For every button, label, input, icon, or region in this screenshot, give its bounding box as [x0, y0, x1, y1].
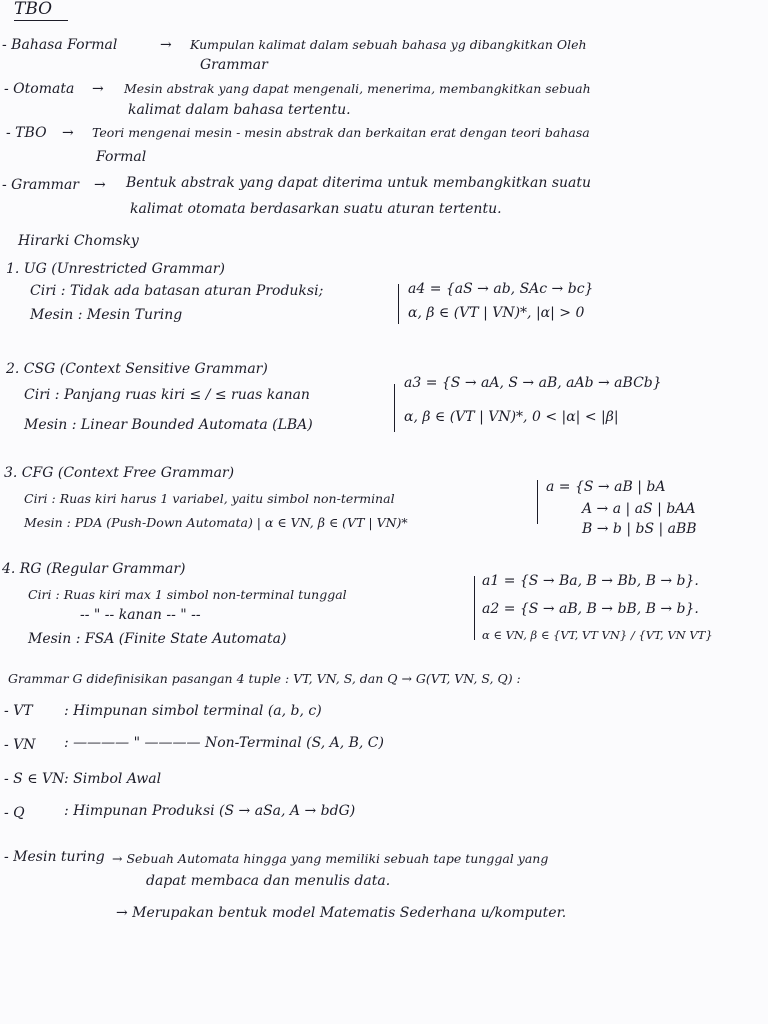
definition-text: Bentuk abstrak yang dapat diterima untuk membangkitkan suatu	[126, 175, 592, 191]
grammar-ciri-continued: -- " -- kanan -- " --	[80, 607, 201, 623]
definition-term: - Otomata	[4, 81, 75, 97]
grammar-example: B → b | bS | aBB	[582, 521, 697, 537]
definition-term: - Bahasa Formal	[2, 37, 118, 53]
definition-text: kalimat otomata berdasarkan suatu aturan tertentu.	[130, 201, 502, 217]
tuple-description: : Simbol Awal	[64, 771, 162, 787]
tuple-definition: Grammar G didefinisikan pasangan 4 tuple : VT, VN, S, dan Q → G(VT, VN, S, Q) :	[8, 671, 521, 686]
page-title: TBO	[14, 0, 53, 19]
divider-bar	[398, 284, 399, 324]
grammar-heading: 3. CFG (Context Free Grammar)	[4, 465, 235, 481]
grammar-mesin: Mesin : Mesin Turing	[30, 307, 183, 323]
tuple-description: : Himpunan simbol terminal (a, b, c)	[64, 703, 322, 719]
grammar-ciri: Ciri : Ruas kiri harus 1 variabel, yaitu simbol non-terminal	[24, 491, 395, 506]
definition-term: - TBO	[6, 125, 47, 141]
mesin-turing-text: → Sebuah Automata hingga yang memiliki sebuah tape tunggal yang	[112, 851, 549, 866]
grammar-heading: 2. CSG (Context Sensitive Grammar)	[6, 361, 268, 377]
grammar-mesin: Mesin : PDA (Push-Down Automata) | α ∈ VN, β ∈ (VT | VN)*	[24, 515, 408, 530]
title-underline	[14, 20, 68, 21]
grammar-mesin: Mesin : Linear Bounded Automata (LBA)	[24, 417, 313, 433]
tuple-symbol: - Q	[4, 805, 25, 821]
definition-text: Grammar	[200, 57, 268, 73]
grammar-example: α ∈ VN, β ∈ {VT, VT VN} / {VT, VN VT}	[482, 628, 713, 642]
mesin-turing-term: - Mesin turing	[4, 849, 105, 865]
tuple-description: : Himpunan Produksi (S → aSa, A → bdG)	[64, 803, 356, 819]
tuple-symbol: - S ∈ VN	[4, 771, 65, 787]
definition-arrow: →	[92, 81, 104, 97]
divider-bar	[537, 480, 538, 524]
hierarchy-title: Hirarki Chomsky	[18, 233, 139, 249]
divider-bar	[474, 576, 475, 640]
definition-text: Mesin abstrak yang dapat mengenali, menerima, membangkitkan sebuah	[124, 81, 591, 96]
grammar-heading: 1. UG (Unrestricted Grammar)	[6, 261, 225, 277]
definition-text: Teori mengenai mesin - mesin abstrak dan berkaitan erat dengan teori bahasa	[92, 125, 590, 140]
grammar-ciri: Ciri : Ruas kiri max 1 simbol non-terminal tunggal	[28, 587, 347, 602]
definition-term: - Grammar	[2, 177, 79, 193]
grammar-ciri: Ciri : Tidak ada batasan aturan Produksi;	[30, 283, 324, 299]
grammar-example: a3 = {S → aA, S → aB, aAb → aBCb}	[404, 375, 662, 391]
grammar-example: a2 = {S → aB, B → bB, B → b}.	[482, 601, 699, 617]
grammar-ciri: Ciri : Panjang ruas kiri ≤ / ≤ ruas kanan	[24, 387, 310, 403]
tuple-symbol: - VN	[4, 737, 36, 753]
grammar-mesin: Mesin : FSA (Finite State Automata)	[28, 631, 287, 647]
definition-arrow: →	[160, 37, 172, 53]
definition-text: Formal	[96, 149, 147, 165]
definition-text: Kumpulan kalimat dalam sebuah bahasa yg dibangkitkan Oleh	[190, 37, 587, 52]
grammar-example: a4 = {aS → ab, SAc → bc}	[408, 281, 594, 297]
grammar-example: α, β ∈ (VT | VN)*, 0 < |α| < |β|	[404, 409, 619, 425]
grammar-example: α, β ∈ (VT | VN)*, |α| > 0	[408, 305, 585, 321]
grammar-heading: 4. RG (Regular Grammar)	[2, 561, 186, 577]
mesin-turing-text: → Merupakan bentuk model Matematis Sederhana u/komputer.	[116, 905, 567, 921]
tuple-symbol: - VT	[4, 703, 33, 719]
mesin-turing-text: dapat membaca dan menulis data.	[146, 873, 391, 889]
grammar-example: a = {S → aB | bA	[546, 479, 666, 495]
definition-arrow: →	[94, 177, 106, 193]
tuple-description: : ———— " ———— Non-Terminal (S, A, B, C)	[64, 735, 384, 751]
definition-arrow: →	[62, 125, 74, 141]
definition-text: kalimat dalam bahasa tertentu.	[128, 102, 351, 118]
grammar-example: a1 = {S → Ba, B → Bb, B → b}.	[482, 573, 699, 589]
grammar-example: A → a | aS | bAA	[582, 501, 696, 517]
divider-bar	[394, 384, 395, 432]
